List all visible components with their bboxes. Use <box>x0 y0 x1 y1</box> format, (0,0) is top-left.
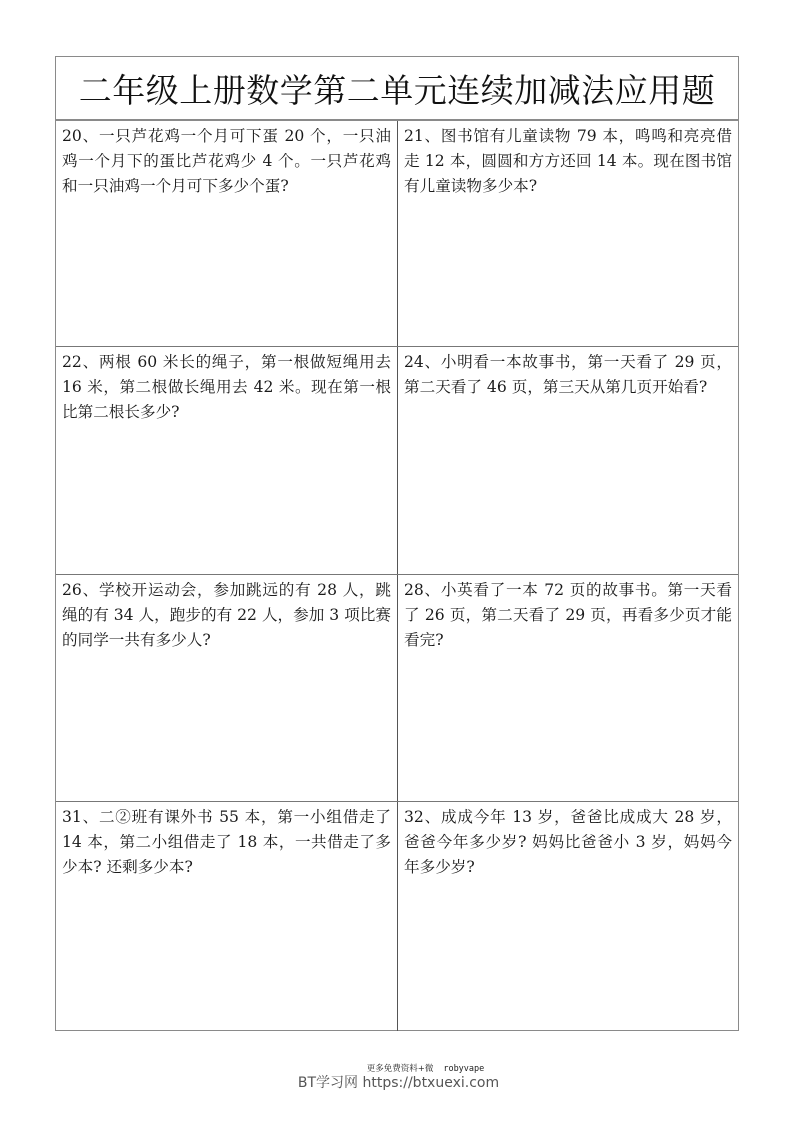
problem-26: 26、学校开运动会，参加跳远的有 28 人，跳绳的有 34 人，跑步的有 22 人，参加 3 项比赛的同学一共有多少人? <box>56 575 398 801</box>
problem-31: 31、二②班有课外书 55 本，第一小组借走了 14 本，第二小组借走了 18 本，一共借走了多少本? 还剩多少本? <box>56 802 398 1031</box>
problem-row-4 <box>56 802 738 1031</box>
problem-row-1 <box>56 121 738 347</box>
problem-22: 22、两根 60 米长的绳子，第一根做短绳用去 16 米，第二根做长绳用去 42 米。现在第一根比第二根长多少? <box>56 347 398 574</box>
problem-grid <box>56 121 738 1030</box>
footer-handle: robyvape <box>443 1064 485 1074</box>
problem-20: 20、一只芦花鸡一个月可下蛋 20 个，一只油鸡一个月下的蛋比芦花鸡少 4 个。一只芦花鸡和一只油鸡一个月可下多少个蛋? <box>56 121 398 346</box>
problem-32: 32、成成今年 13 岁，爸爸比成成大 28 岁，爸爸今年多少岁? 妈妈比爸爸小 3 岁，妈妈今年多少岁? <box>404 808 732 876</box>
worksheet-table <box>55 56 739 1031</box>
problem-24: 24、小明看一本故事书，第一天看了 29 页，第二天看了 46 页，第三天从第几页开始看? <box>404 353 732 396</box>
problem-21: 21、图书馆有儿童读物 79 本，鸣鸣和亮亮借走 12 本，圆圆和方方还回 14 本。现在图书馆有儿童读物多少本? <box>404 127 732 195</box>
page-title: 二年级上册数学第二单元连续加减法应用题 <box>78 70 716 110</box>
problem-row-2 <box>56 347 738 575</box>
footer-note-text: 更多免费资料+微 <box>366 1064 434 1074</box>
site-watermark: BT学习网 https://btxuexi.com <box>297 1075 500 1091</box>
title-row <box>56 57 738 121</box>
problem-28: 28、小英看了一本 72 页的故事书。第一天看了 26 页，第二天看了 29 页，再看多少页才能看完? <box>404 581 732 649</box>
problem-row-3 <box>56 575 738 802</box>
